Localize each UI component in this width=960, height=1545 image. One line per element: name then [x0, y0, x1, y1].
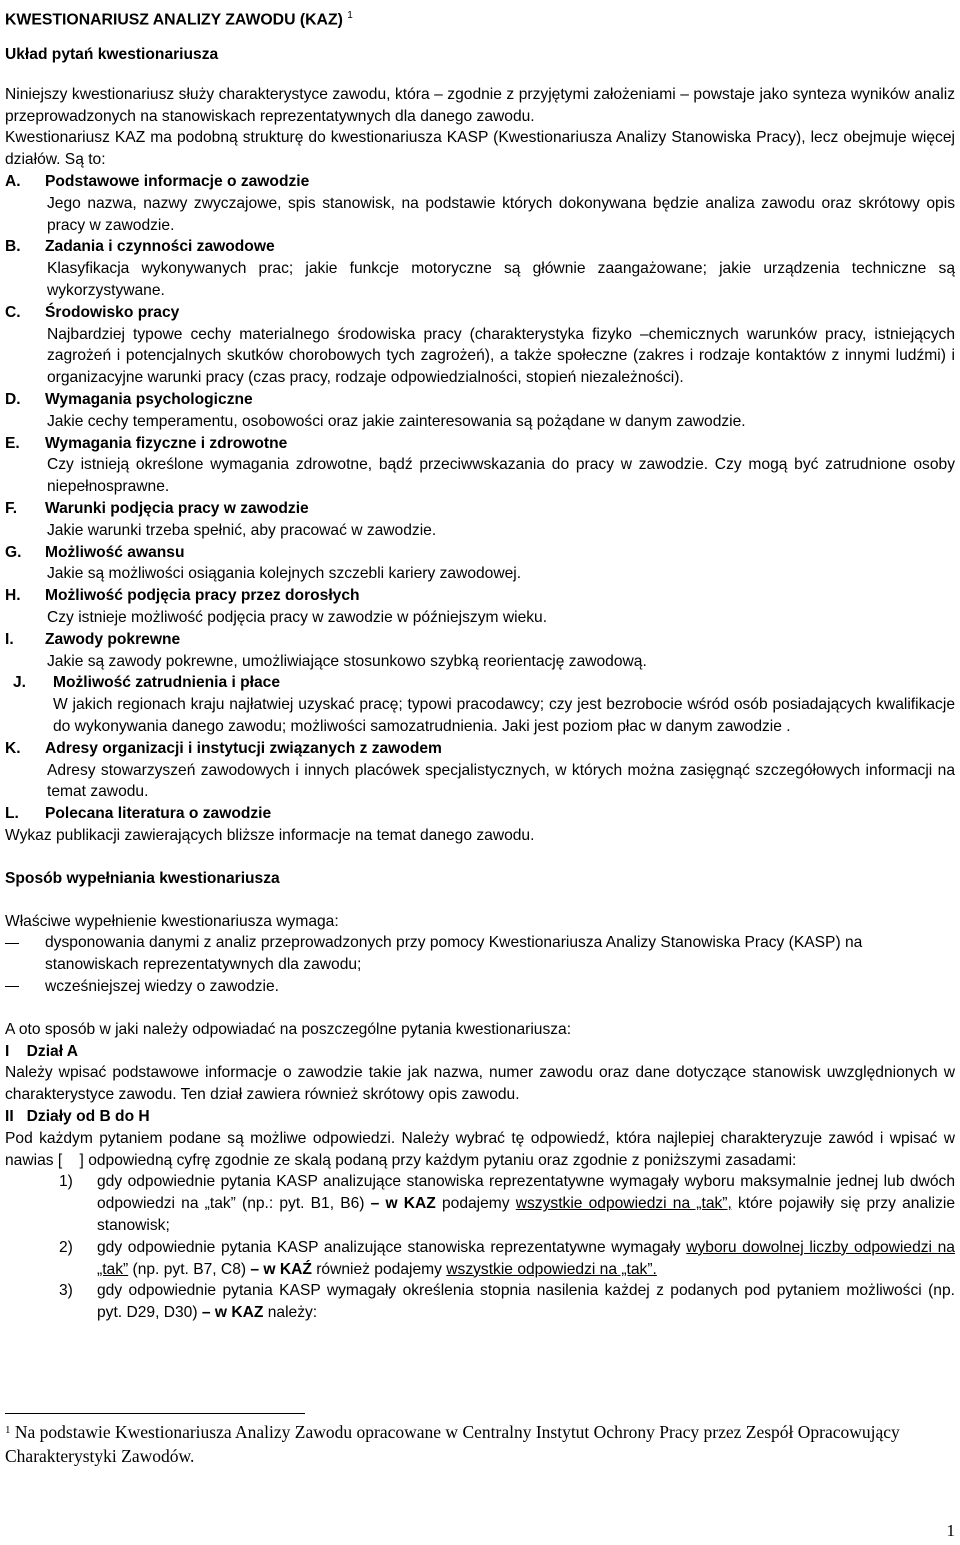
footnote [5, 1420, 955, 1468]
rule-item-1 [5, 1171, 955, 1236]
section-letter: J. [13, 674, 27, 692]
section-title: Zadania i czynności zawodowe [45, 238, 275, 256]
section-letter: C. [5, 303, 21, 321]
rule-text-part: gdy odpowiednie pytania KASP analizujące stanowiska reprezentatywne wymagały [97, 1238, 687, 1256]
section-desc: Jego nazwa, nazwy zwyczajowe, spis stanowisk, na podstawie których dokonywana będzie analiza zawodu oraz skrótowy opis pracy w zawodzie. [47, 194, 955, 234]
intro-paragraph-1: Niniejszy kwestionariusz służy charakterystyce zawodu, która – zgodnie z przyjętymi założeniami – powstaje jako synteza wyników analiz przeprowadzonych na stanowiskach reprezentatywnych dla danego zawodu. [5, 85, 955, 125]
rule-bold-part: – w KAŹ [250, 1260, 312, 1278]
rule-text-part: podajemy [435, 1195, 516, 1213]
footnote-ref: 1 [347, 10, 353, 21]
dash-bullet [5, 932, 45, 976]
section-letter: D. [5, 391, 21, 409]
document-page [5, 0, 960, 1324]
section-desc: Jakie są zawody pokrewne, umożliwiające stosunkowo szybką reorientację zawodową. [47, 652, 647, 670]
rule-text-part: również podajemy [311, 1260, 447, 1278]
document-title [5, 5, 955, 31]
rule-text-part: które pojawiły się przy analizie stanowisk; [97, 1195, 956, 1234]
part2-title: II Działy od B do H [5, 1107, 150, 1125]
section-desc: Jakie są możliwości osiągania kolejnych szczebli kariery zawodowej. [47, 565, 522, 583]
section-letter: H. [5, 587, 21, 605]
section-letter: K. [5, 739, 21, 757]
rule-text-part: gdy odpowiednie pytania KASP wymagały określenia stopnia nasilenia każdej z podanych pod pytaniem możliwości (np. pyt. D29, D30) [97, 1282, 955, 1322]
section-title: Wymagania psychologiczne [45, 391, 253, 409]
section-desc: Jakie cechy temperamentu, osobowości oraz jakie zainteresowania są pożądane w danym zawodzie. [47, 412, 746, 430]
requirement-text: dysponowania danymi z analiz przeprowadzonych przy pomocy Kwestionariusza Analizy Stanowiska Pracy (KASP) na stanowiskach reprezentatywnych dla zawodu; [45, 934, 863, 974]
requirement-item [5, 932, 955, 976]
section-letter: L. [5, 805, 19, 823]
section-desc: Klasyfikacja wykonywanych prac; jakie funkcje motoryczne są głównie zaangażowane; jakie urządzenia techniczne są wykorzystywane. [47, 260, 955, 300]
title-text: KWESTIONARIUSZ ANALIZY ZAWODU (KAZ) [5, 11, 343, 29]
section-e [5, 433, 955, 498]
section-j [5, 672, 955, 737]
rule-text-part: (np. pyt. B7, C8) [128, 1260, 251, 1278]
requirement-text: wcześniejszej wiedzy o zawodzie. [45, 977, 280, 995]
rule-text [97, 1171, 955, 1236]
page-number: 1 [946, 1521, 955, 1540]
section-title: Środowisko pracy [45, 303, 180, 321]
answer-intro: A oto sposób w jaki należy odpowiadać na poszczególne pytania kwestionariusza: [5, 1020, 572, 1038]
footnote-separator [5, 1413, 305, 1414]
rule-bold-part: – w KAZ [370, 1195, 436, 1213]
rule-text [97, 1280, 955, 1324]
section-desc: Adresy stowarzyszeń zawodowych i innych placówek specjalistycznych, w których można zasięgnąć szczegółowych informacji na temat zawodu. [47, 761, 955, 801]
section-desc: Czy istnieją określone wymagania zdrowotne, bądź przeciwwskazania do pracy w zawodzie. Czy mogą być zatrudnione osoby niepełnosprawne. [47, 456, 955, 496]
rule-bold-part: – w KAZ [201, 1304, 264, 1322]
section-desc: Czy istnieje możliwość podjęcia pracy w zawodzie w późniejszym wieku. [47, 608, 548, 626]
section-letter: G. [5, 543, 22, 561]
section-desc: W jakich regionach kraju najłatwiej uzyskać pracę; typowi pracodawcy; czy jest bezrobocie wśród osób posiadających kwalifikacje do wykonywania danego zawodu; możliwości samozatrudnienia. Jaki jest poziom płac w danym zawodzie . [53, 696, 955, 735]
section-letter: F. [5, 500, 18, 517]
sections-list [5, 171, 955, 825]
section-l [5, 803, 955, 825]
section-g [5, 542, 955, 586]
section-h [5, 585, 955, 629]
section-i [5, 629, 955, 673]
rule-text [97, 1237, 955, 1281]
rule-number: 3) [59, 1282, 73, 1300]
section-letter: A. [5, 173, 21, 191]
section-d [5, 389, 955, 433]
filling-intro: Właściwe wypełnienie kwestionariusza wymaga: [5, 912, 339, 930]
filling-heading: Sposób wypełniania kwestionariusza [5, 869, 280, 887]
section-k [5, 738, 955, 803]
footnote-text: Na podstawie Kwestionariusza Analizy Zawodu opracowane w Centralny Instytut Ochrony Pracy przez Zespół Opracowujący Charakterystyki Zawodów. [5, 1422, 900, 1466]
part1-text: Należy wpisać podstawowe informacje o zawodzie takie jak nazwa, numer zawodu oraz dane dotyczące stanowisk uwzględnionych w charakterystyce zawodu. Ten dział zawiera również skrótowy opis zawodu. [5, 1064, 955, 1104]
footnote-number: 1 [5, 1424, 11, 1436]
section-letter: B. [5, 238, 21, 256]
section-f [5, 498, 955, 542]
section-title: Adresy organizacji i instytucji związanych z zawodem [45, 739, 442, 757]
rule-number: 1) [59, 1173, 73, 1191]
section-title: Wymagania fizyczne i zdrowotne [45, 434, 288, 452]
rule-text-part: gdy odpowiednie pytania KASP analizujące stanowiska reprezentatywne wymagały wyboru maksymalnie jednej lub dwóch odpowiedzi na „tak” (np.: pyt. B1, B6) [97, 1173, 955, 1213]
section-title: Warunki podjęcia pracy w zawodzie [45, 500, 309, 517]
section-title: Polecana literatura o zawodzie [45, 805, 272, 823]
section-b [5, 236, 955, 301]
part1-title: I Dział A [5, 1042, 79, 1060]
rule-underlined-part: wszystkie odpowiedzi na „tak”. [446, 1260, 657, 1278]
section-c [5, 302, 955, 389]
rule-underlined-part: wyboru dowolnej liczby odpowiedzi na „tak” [97, 1238, 955, 1278]
rule-item-2 [5, 1237, 955, 1281]
requirement-item [5, 976, 955, 998]
section-title: Zawody pokrewne [45, 630, 181, 648]
section-title: Możliwość zatrudnienia i płace [53, 674, 281, 692]
section-title: Możliwość awansu [45, 543, 185, 561]
section-desc: Jakie warunki trzeba spełnić, aby pracować w zawodzie. [47, 521, 437, 539]
dash-bullet [5, 976, 45, 998]
rule-number: 2) [59, 1238, 73, 1256]
section-title: Możliwość podjęcia pracy przez dorosłych [45, 587, 360, 605]
section-title: Podstawowe informacje o zawodzie [45, 173, 310, 191]
layout-heading: Układ pytań kwestionariusza [5, 46, 219, 64]
rule-underlined-part: wszystkie odpowiedzi na „tak”, [515, 1195, 732, 1213]
section-a [5, 171, 955, 236]
literature-desc: Wykaz publikacji zawierających bliższe informacje na temat danego zawodu. [5, 826, 535, 844]
section-desc: Najbardziej typowe cechy materialnego środowiska pracy (charakterystyka fizyko –chemicznych warunków pracy, istniejących zagrożeń i potencjalnych skutków chorobowych tych zagrożeń), a także społeczne (zakres i rodzaje kontaktów z innymi ludźmi) i organizacyjne warunki pracy (czas pracy, rodzaje odpowiedzialności, stopień niezależności). [47, 325, 955, 387]
section-letter: I. [5, 630, 14, 648]
intro-paragraph-2: Kwestionariusz KAZ ma podobną strukturę do kwestionariusza KASP (Kwestionariusza Analizy Stanowiska Pracy), lecz obejmuje więcej działów. Są to: [5, 129, 955, 169]
part2-text: Pod każdym pytaniem podane są możliwe odpowiedzi. Należy wybrać tę odpowiedź, która najlepiej charakteryzuje zawód i wpisać w nawias [ ] odpowiedną cyfrę zgodnie ze skalą podaną przy każdym pytaniu oraz zgodnie z poniższymi zasadami: [5, 1129, 960, 1169]
section-letter: E. [5, 434, 20, 452]
rule-text-part: należy: [263, 1304, 318, 1322]
rule-item-3 [5, 1280, 955, 1324]
